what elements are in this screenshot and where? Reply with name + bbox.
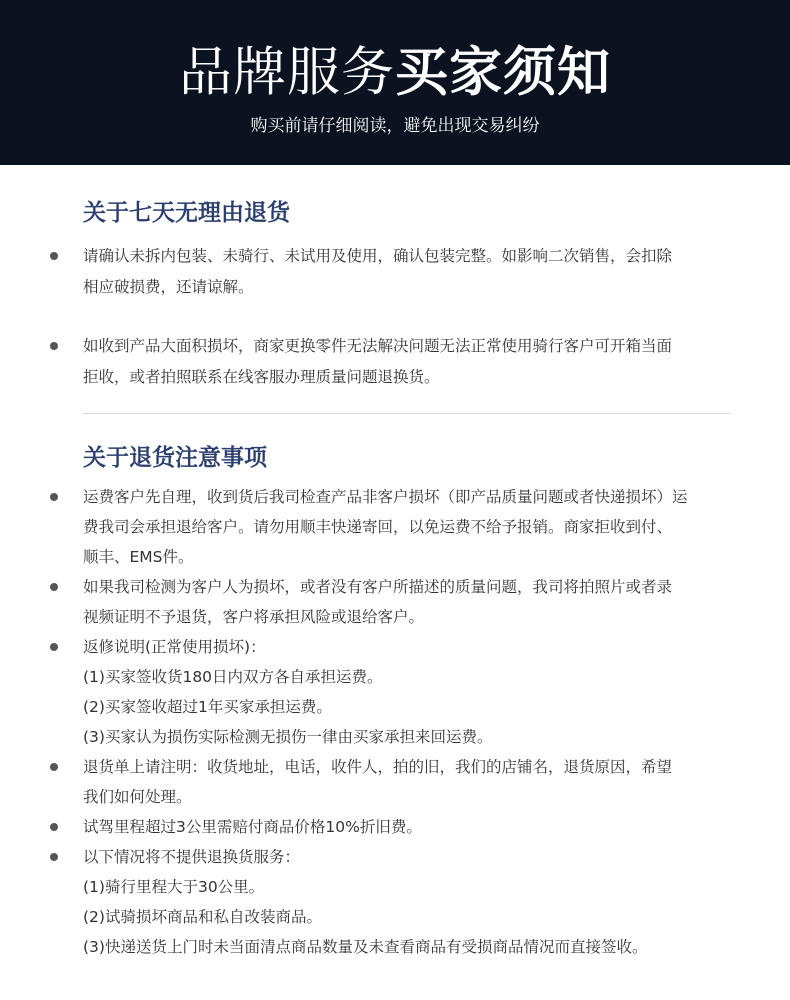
page-title (0, 40, 790, 106)
item-line: (1)骑行里程大于30公里。 (83, 878, 265, 896)
header-banner (0, 0, 790, 165)
item-line: 退货单上请注明：收货地址，电话，收件人，拍的旧，我们的店铺名，退货原因，希望 (83, 758, 673, 776)
item-line: 如果我司检测为客户人为损坏，或者没有客户所描述的质量问题，我司将拍照片或者录 (83, 578, 673, 596)
bullet-dot (50, 853, 58, 861)
page-subtitle: 购买前请仔细阅读，避免出现交易纠纷 (250, 116, 540, 136)
item-line: 视频证明不予退货，客户将承担风险或退给客户。 (83, 608, 425, 626)
item-line: 相应破损费，还请谅解。 (83, 278, 254, 296)
item-line: 我们如何处理。 (83, 788, 192, 806)
bullet-dot (50, 493, 58, 501)
item-line: 试驾里程超过3公里需赔付商品价格10%折旧费。 (83, 818, 422, 836)
bullet-dot (50, 643, 58, 651)
bullet-dot (50, 342, 58, 350)
item-line: 拒收，或者拍照联系在线客服办理质量问题退换货。 (83, 368, 440, 386)
item-line: 运费客户先自理，收到货后我司检查产品非客户损坏（即产品质量问题或者快递损坏）运 (83, 488, 688, 506)
item-line: (2)买家签收超过1年买家承担运费。 (83, 698, 332, 716)
bullet-dot (50, 252, 58, 260)
page-title-bold: 买家须知 (395, 42, 611, 103)
item-line: 以下情况将不提供退换货服务： (83, 848, 301, 866)
bullet-dot (50, 763, 58, 771)
item-line: 顺丰、EMS件。 (83, 548, 194, 566)
section-divider (83, 413, 730, 414)
item-line: (1)买家签收货180日内双方各自承担运费。 (83, 668, 383, 686)
item-line: (3)快递送货上门时未当面清点商品数量及未查看商品有受损商品情况而直接签收。 (83, 938, 648, 956)
page-title-light: 品牌服务 (179, 42, 395, 103)
item-line: (3)买家认为损伤实际检测无损伤一律由买家承担来回运费。 (83, 728, 493, 746)
item-line: 如收到产品大面积损坏，商家更换零件无法解决问题无法正常使用骑行客户可开箱当面 (83, 337, 673, 355)
item-line: 返修说明(正常使用损坏)： (83, 638, 266, 656)
item-line: 请确认未拆内包装、未骑行、未试用及使用，确认包装完整。如影响二次销售，会扣除 (83, 247, 673, 265)
bullet-dot (50, 823, 58, 831)
section-heading-return-notes: 关于退货注意事项 (83, 445, 267, 471)
bullet-dot (50, 583, 58, 591)
item-line: (2)试骑损坏商品和私自改装商品。 (83, 908, 322, 926)
item-line: 费我司会承担退给客户。请勿用顺丰快递寄回，以免运费不给予报销。商家拒收到付、 (83, 518, 673, 536)
section-heading-seven-day-return: 关于七天无理由退货 (83, 200, 290, 226)
